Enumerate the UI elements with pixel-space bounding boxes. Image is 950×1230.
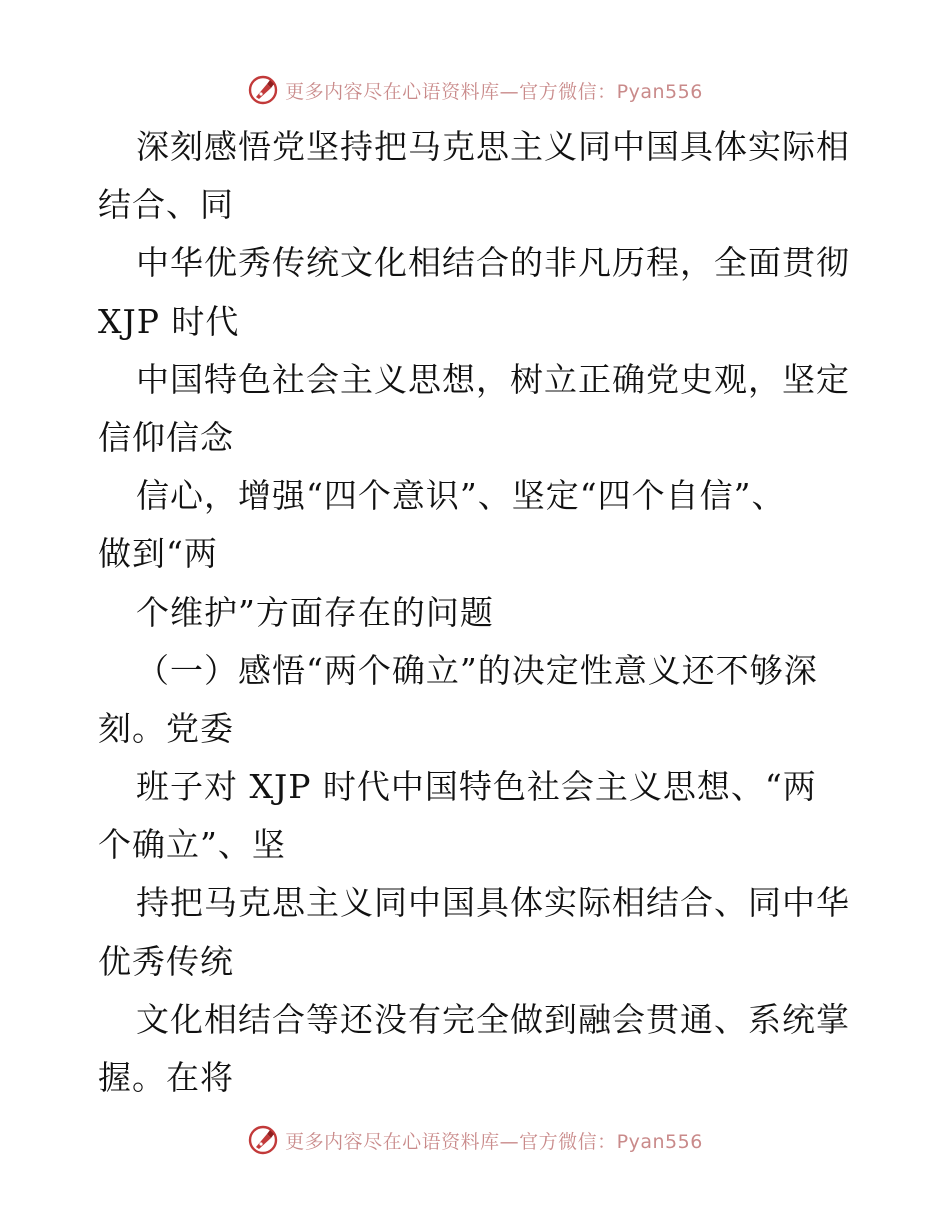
- text-line: 个维护”方面存在的问题: [136, 592, 494, 632]
- text-line: XJP 时代: [98, 301, 240, 341]
- header-banner-text: 更多内容尽在心语资料库—官方微信：Pyan556: [285, 80, 703, 103]
- text-line: 刻。党委: [98, 708, 234, 748]
- text-line: （一）感悟“两个确立”的决定性意义还不够深: [136, 650, 818, 690]
- text-line: 优秀传统: [98, 941, 234, 981]
- text-line: 信心，增强“四个意识”、坚定“四个自信”、: [136, 476, 786, 516]
- text-line: 做到“两: [98, 534, 218, 574]
- header-banner: [0, 70, 950, 110]
- text-line: 握。在将: [98, 1058, 234, 1097]
- text-line: 班子对 XJP 时代中国特色社会主义思想、“两: [136, 767, 817, 807]
- text-line: 个确立”、坚: [98, 825, 286, 865]
- text-line: 持把马克思主义同中国具体实际相结合、同中华: [136, 883, 850, 923]
- text-line: 信仰信念: [98, 417, 234, 457]
- text-line: 深刻感悟党坚持把马克思主义同中国具体实际相: [136, 127, 850, 166]
- text-line: 文化相结合等还没有完全做到融会贯通、系统掌: [136, 999, 850, 1039]
- text-line: 结合、同: [98, 185, 234, 225]
- footer-banner: [0, 1120, 950, 1160]
- document-body: [98, 118, 858, 1107]
- text-line: 中华优秀传统文化相结合的非凡历程，全面贯彻: [136, 243, 850, 283]
- footer-banner-text: 更多内容尽在心语资料库—官方微信：Pyan556: [285, 1130, 703, 1153]
- text-line: 中国特色社会主义思想，树立正确党史观，坚定: [136, 359, 850, 399]
- pen-nib-logo-icon: [247, 74, 279, 106]
- pen-nib-logo-icon: [247, 1124, 279, 1156]
